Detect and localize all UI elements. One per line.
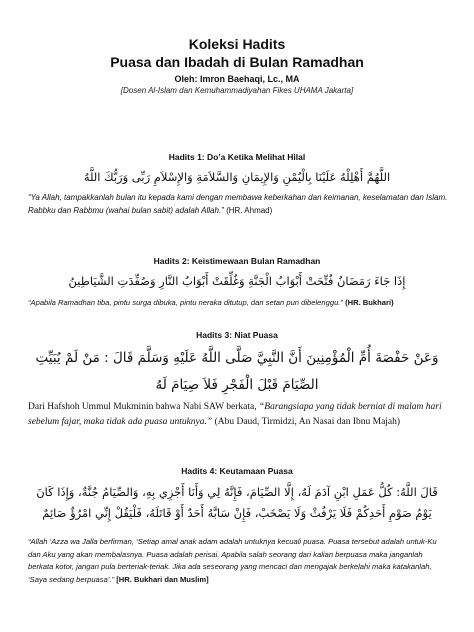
hadits-2-translation-text: “Apabila Ramadhan tiba, pintu surga dibuka, pintu neraka ditutup, dan setan pun dibelenggu.” <box>28 298 343 307</box>
hadits-2-translation <box>28 296 448 309</box>
hadits-4-heading: Hadits 4: Keutamaan Puasa <box>181 466 293 476</box>
hadits-2-arabic: إِذَا جَاءَ رَمَضَانُ فُتِّحَتْ أَبْوَابُ الْجَنَّةِ وَغُلِّقَتْ أَبْوَابُ النَّارِ وَصُفِّدَتِ الشَّيَاطِينُ <box>68 274 406 288</box>
document-title: Koleksi Hadits <box>188 36 286 52</box>
hadits-2-source: (HR. Bukhari) <box>345 298 394 307</box>
hadits-4-translation <box>28 536 448 586</box>
hadits-3-heading: Hadits 3: Niat Puasa <box>196 330 278 340</box>
hadits-4-translation-text: “Allah ‘Azza wa Jalla berfirman, ‘Setiap amal anak adam adalah untuknya kecuali puasa. Puasa tersebut adalah untuk-Ku dan Aku yang akan membalasnya. Puasa adalah perisai. Apabila salah seorang dari kalian berpuasa maka janganlah berkata kotor, jangan pula berteriak-teriak. Jika ada seseorang yang mencaci dan mengajak berkelahi maka katakanlah, ‘Saya sedang berpuasa’.” <box>28 537 437 584</box>
hadits-3-arabic: وَعَنْ حَفْصَةَ أُمِّ الْمُؤْمِنِينَ أَنَّ النَّبِيَّ صَلَّى اللَّهُ عَلَيْهِ وَسَلَّمَ قَالَ : مَنْ لَمْ يُبَيِّتِ الصِّيَامَ قَبْلَ الْفَجْرِ فَلاَ صِيَامَ لَهُ <box>35 350 439 393</box>
hadits-4-arabic: قَالَ اللَّهُ: كُلُّ عَمَلِ ابْنِ آدَمَ لَهُ، إِلَّا الصِّيَامَ، فَإِنَّهُ لِي وَأَنَا أَجْزِي بِهِ، وَالصِّيَامُ جُنَّةٌ، وَإِذَا كَانَ يَوْمُ صَوْمِ أَحَدِكُمْ فَلَا يَرْفُثْ وَلَا يَصْخَبْ، فَإِنْ سَابَّهُ أَحَدٌ أَوْ قَاتَلَهُ، فَلْيَقُلْ إِنِّي امْرُؤٌ صَائِمٌ <box>36 485 438 520</box>
hadits-1-heading: Hadits 1: Do’a Ketika Melihat Hilal <box>168 152 306 162</box>
hadits-1-translation-text: “Ya Allah, tampakkanlah bulan itu kepada kami dengan membawa keberkahan dan keimanan, keselamatan dan Islam. Rabbku dan Rabbmu (wahai bulan sabit) adalah Allah.” <box>28 193 448 215</box>
hadits-1-translation <box>28 191 448 217</box>
author-line: Oleh: Imron Baehaqi, Lc., MA <box>174 74 300 84</box>
document-subtitle: Puasa dan Ibadah di Bulan Ramadhan <box>110 54 364 70</box>
hadits-2-heading: Hadits 2: Keistimewaan Bulan Ramadhan <box>153 256 321 266</box>
author-affiliation: [Dosen Al-Islam dan Kemuhammadiyahan Fikes UHAMA Jakarta] <box>120 86 354 95</box>
hadits-3-translation <box>28 400 448 430</box>
hadits-3-source: (Abu Daud, Tirmidzi, An Nasai dan Ibnu Majah) <box>214 417 401 427</box>
hadits-4-source: [HR. Bukhari dan Muslim] <box>116 574 209 584</box>
hadits-3-translation-lead: Dari Hafshoh Ummul Mukminin bahwa Nabi SAW berkata, <box>28 402 259 412</box>
hadits-1-arabic: اللَّهُمَّ أَهْلِلْهُ عَلَيْنَا بِالْيُمْنِ وَالإِيمَانِ وَالسَّلاَمَةِ وَالإِسْلاَمِ رَبِّى وَرَبُّكَ اللَّهُ <box>83 170 391 184</box>
hadits-3-translation-quote: “Barangsiapa yang tidak berniat di malam hari sebelum fajar, maka tidak ada puasa untuknya.” <box>28 402 442 427</box>
hadits-1-source: (HR. Ahmad) <box>226 206 273 215</box>
